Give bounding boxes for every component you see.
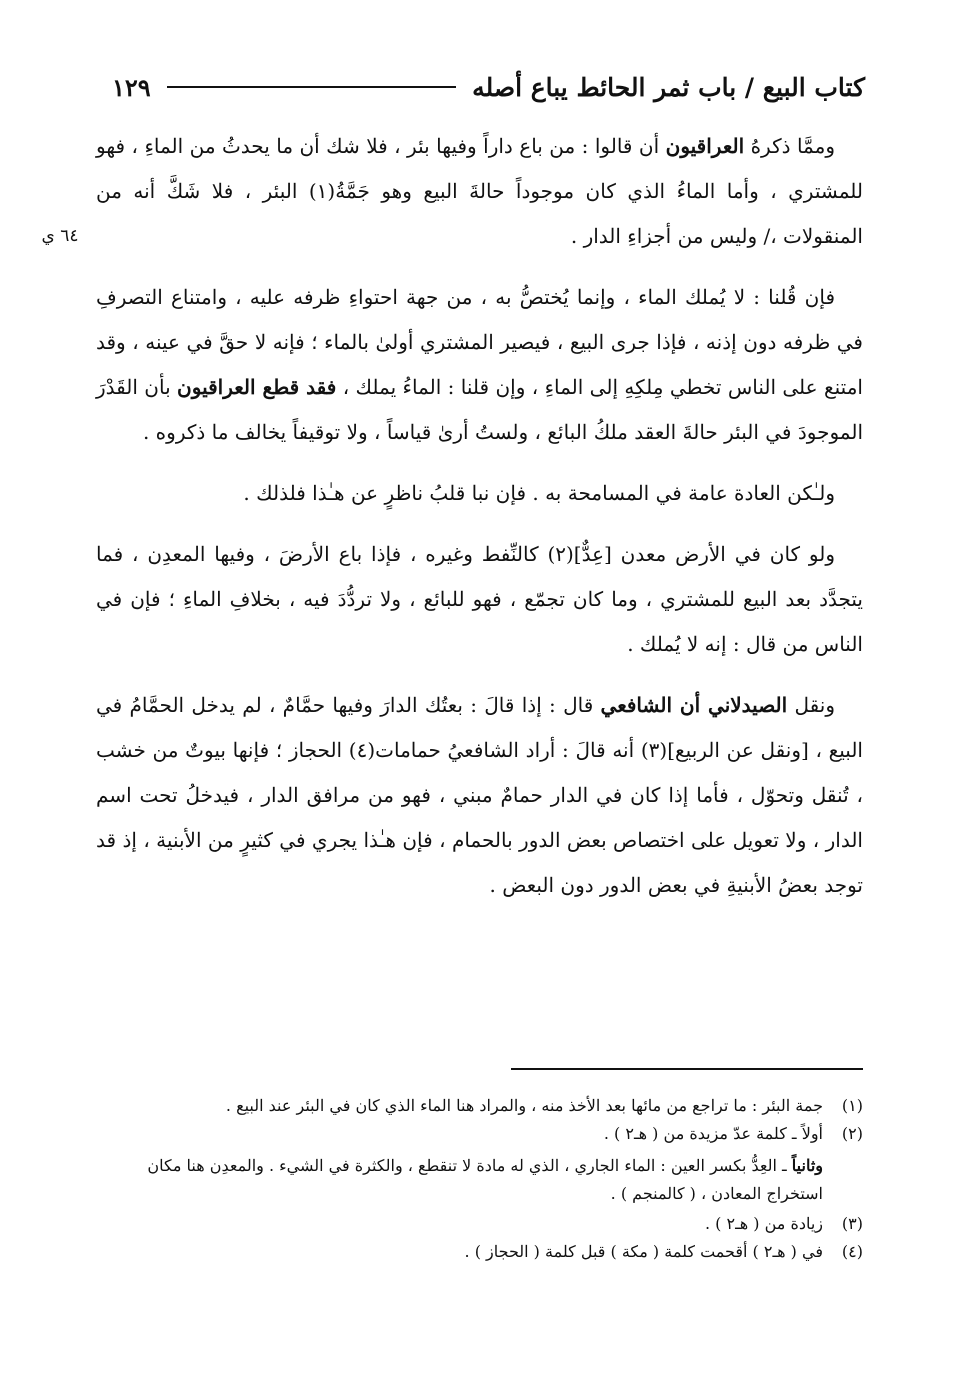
paragraph	[96, 124, 863, 259]
bold-term: وثانياً	[791, 1156, 823, 1175]
footnote-3	[96, 1210, 863, 1238]
footnote-text: زيادة من ( هـ٢ ) .	[704, 1214, 823, 1233]
manuscript-folio-note: ٦٤ ي	[41, 226, 79, 246]
footnote-text: في ( هـ٢ ) أقحمت كلمة ( مكة ) قبل كلمة ( الحجاز ) .	[464, 1242, 823, 1261]
footnote-number: (١)	[841, 1096, 863, 1115]
footnote-text: جمة البئر : ما تراجع من مائها بعد الأخذ منه ، والمراد هنا الماء الذي كان في البئر عند البيع .	[225, 1096, 823, 1115]
footnote-number: (٣)	[841, 1214, 863, 1233]
paragraph-text: ولو كان في الأرض معدن [عِدٌّ](٢) كالنِّفط وغيره ، فإذا باع الأرضَ ، وفيها المعدِن ، فما يتجدَّد بعد البيع للمشتري ، وما كان تجمّع ، فهو للبائع ، ولا تردُّدَ فيه ، بخلافِ الماءِ ؛ فإن في الناس من قال : إنه لا يُملك .	[96, 542, 863, 656]
paragraph	[96, 471, 863, 516]
paragraph-text: ولـٰكن العادة عامة في المسامحة به . فإن نبا قلبُ ناظرٍ عن هـٰذا فلذلك .	[243, 481, 835, 505]
footnote-2-continuation	[96, 1152, 823, 1208]
running-header	[112, 64, 865, 110]
paragraph-text: فإن قُلنا : لا يُملك الماء ، وإنما يُختصُّ به ، من جهة احتواءِ ظرفه عليه ، وامتناع التصرفِ في ظرفه دون إذنه ، فإذا جرى البيع ، فيصير المشتري أولىٰ بالماء ؛ فإنه لا حقَّ في عينه ، وقد امتنع على الناس تخطي مِلكِهِ إلى الماءِ ، وإن قلنا : الماءُ يملك ،	[96, 285, 863, 399]
paragraph	[96, 532, 863, 667]
paragraph-text: أن قالوا : من باع داراً وفيها بئر ، فلا شك أن ما يحدثُ من الماءِ ، فهو للمشتري ، وأما الماءُ الذي كان موجوداً حالةَ البيع وهو جَمَّةُ(١) البئر ، فلا شَكَّ أنه من المنقولات ،/ وليس من أجزاءِ الدار .	[96, 134, 863, 248]
bold-term: الصيدلاني أن الشافعي	[600, 693, 788, 717]
bold-term: العراقيون	[665, 134, 745, 158]
footnote-separator	[511, 1068, 863, 1070]
paragraph	[96, 275, 863, 455]
paragraph-text: بأن القَدْرَ الموجودَ في البئر حالةَ العقد ملكُ البائع ، ولستُ أرىٰ قياساً ، ولا توقيفاً يخالف ما ذكروه .	[96, 375, 863, 444]
footnote-number: (٤)	[841, 1242, 863, 1261]
footnote-text: ـ العِدُّ بكسر العين : الماء الجاري ، الذي له مادة لا تنقطع ، والكثرة في الشيء . والمعدِن هنا مكان استخراج المعادن ، ( كالمنجم ) .	[147, 1156, 823, 1203]
header-rule	[167, 86, 457, 88]
paragraph-text: قال : إذا قالَ : بعتُك الدارَ وفيها حمَّامٌ ، لم يدخل الحمَّامُ في البيع ، [ونقل عن الربيع](٣) أنه قالَ : أراد الشافعيُ حمامات(٤) الحجاز ؛ فإنها بيوتٌ من خشب ، تُنقل وتحوّل ، فأما إذا كان في الدار حمامٌ مبني ، فهو من مرافق الدار ، فيدخلُ تحت اسم الدار ، ولا تعويل على اختصاص بعض الدور بالحمام ، فإن هـٰذا يجري في كثيرٍ من الأبنية ، إذ قد توجد بعضُ الأبنيةِ في بعض الدور دون البعض .	[96, 693, 863, 897]
page-number: ١٢٩	[112, 72, 151, 102]
chapter-title: كتاب البيع / باب ثمر الحائط يباع أصله	[472, 72, 865, 102]
footnote-number: (٢)	[841, 1124, 863, 1143]
footnote-1	[96, 1092, 863, 1120]
paragraph	[96, 683, 863, 908]
footnote-2	[96, 1120, 863, 1148]
main-text	[96, 124, 863, 924]
paragraph-text: ونقل	[787, 693, 835, 717]
bold-term: فقد قطع العراقيون	[177, 375, 337, 399]
paragraph-text: وممَّا ذكرهُ	[744, 134, 835, 158]
footnotes	[96, 1092, 863, 1266]
footnote-4	[96, 1238, 863, 1266]
footnote-text: أولاً ـ كلمة عدّ مزيدة من ( هـ٢ ) .	[603, 1124, 823, 1143]
